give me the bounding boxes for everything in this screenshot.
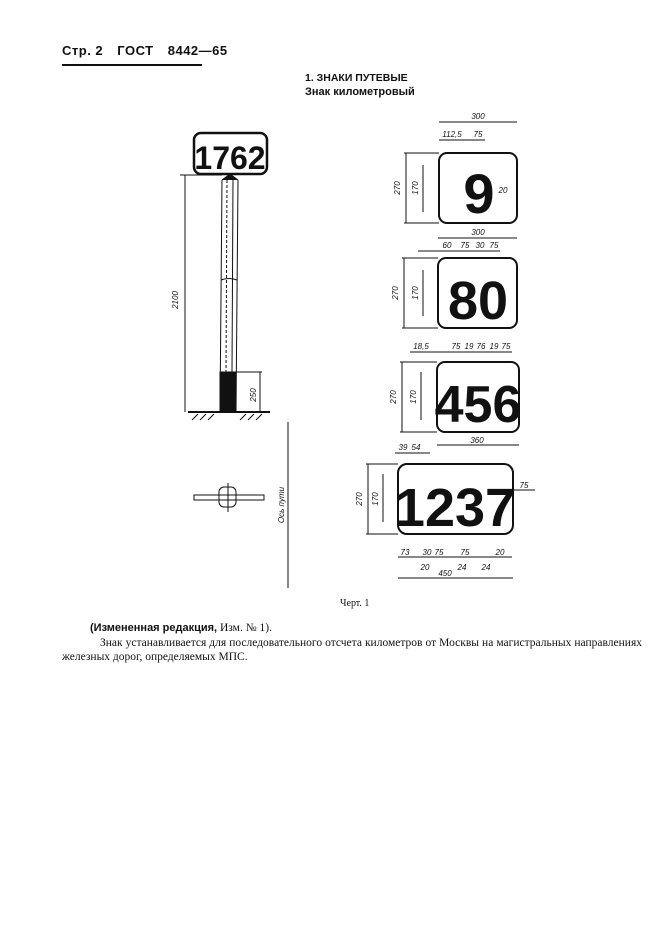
post-sign-number: 1762 (194, 140, 266, 176)
amendment-note (90, 622, 272, 634)
sign-9-number: 9 (463, 162, 495, 225)
svg-text:24: 24 (457, 563, 467, 572)
svg-text:76: 76 (476, 342, 486, 351)
svg-text:75: 75 (451, 342, 461, 351)
sign-80-number: 80 (447, 271, 509, 331)
sign-456-number: 456 (434, 376, 522, 434)
svg-text:170: 170 (411, 286, 420, 300)
svg-text:30: 30 (422, 548, 432, 557)
svg-text:18,5: 18,5 (413, 342, 429, 351)
svg-text:300: 300 (471, 228, 485, 237)
svg-text:19: 19 (489, 342, 499, 351)
svg-text:54: 54 (411, 443, 421, 452)
svg-text:75: 75 (460, 548, 470, 557)
svg-text:20: 20 (498, 186, 508, 195)
amendment-bold: (Измененная редакция, (90, 622, 218, 634)
figure-caption: Черт. 1 (340, 598, 370, 609)
svg-text:170: 170 (411, 181, 420, 195)
svg-text:270: 270 (355, 492, 364, 506)
svg-text:20: 20 (495, 548, 505, 557)
amendment-rest: Изм. № 1). (219, 622, 272, 634)
svg-text:300: 300 (471, 112, 485, 121)
svg-text:75: 75 (501, 342, 511, 351)
svg-text:170: 170 (409, 390, 418, 404)
svg-text:270: 270 (393, 181, 402, 195)
svg-text:450: 450 (438, 569, 452, 578)
svg-text:24: 24 (481, 563, 491, 572)
section-title: 1. ЗНАКИ ПУТЕВЫЕ (305, 72, 408, 84)
svg-text:112,5: 112,5 (442, 130, 462, 139)
svg-text:75: 75 (473, 130, 483, 139)
svg-text:60: 60 (442, 241, 452, 250)
svg-text:170: 170 (371, 492, 380, 506)
dim-250: 250 (249, 388, 258, 402)
svg-text:19: 19 (464, 342, 474, 351)
svg-text:73: 73 (400, 548, 410, 557)
page-number: Стр. 2 (62, 43, 104, 58)
svg-text:360: 360 (470, 436, 484, 445)
standard-number: 8442—65 (167, 43, 228, 58)
svg-text:75: 75 (460, 241, 470, 250)
track-axis-label: Ось пути (277, 486, 286, 524)
svg-text:75: 75 (489, 241, 499, 250)
dim-2100: 2100 (171, 291, 180, 309)
svg-text:75: 75 (519, 481, 529, 490)
svg-text:39: 39 (398, 443, 408, 452)
svg-text:30: 30 (475, 241, 485, 250)
svg-text:270: 270 (391, 286, 400, 300)
body-paragraph: Знак устанавливается для последовательного отсчета километров от Москвы на магистральных направлениях железных дорог, определяемых МПС. (62, 637, 642, 663)
svg-text:20: 20 (420, 563, 430, 572)
svg-text:75: 75 (434, 548, 444, 557)
standard-label: ГОСТ (117, 43, 154, 58)
sign-1237-number: 1237 (394, 478, 516, 538)
section-subtitle: Знак километровый (305, 86, 415, 98)
svg-text:270: 270 (389, 390, 398, 404)
